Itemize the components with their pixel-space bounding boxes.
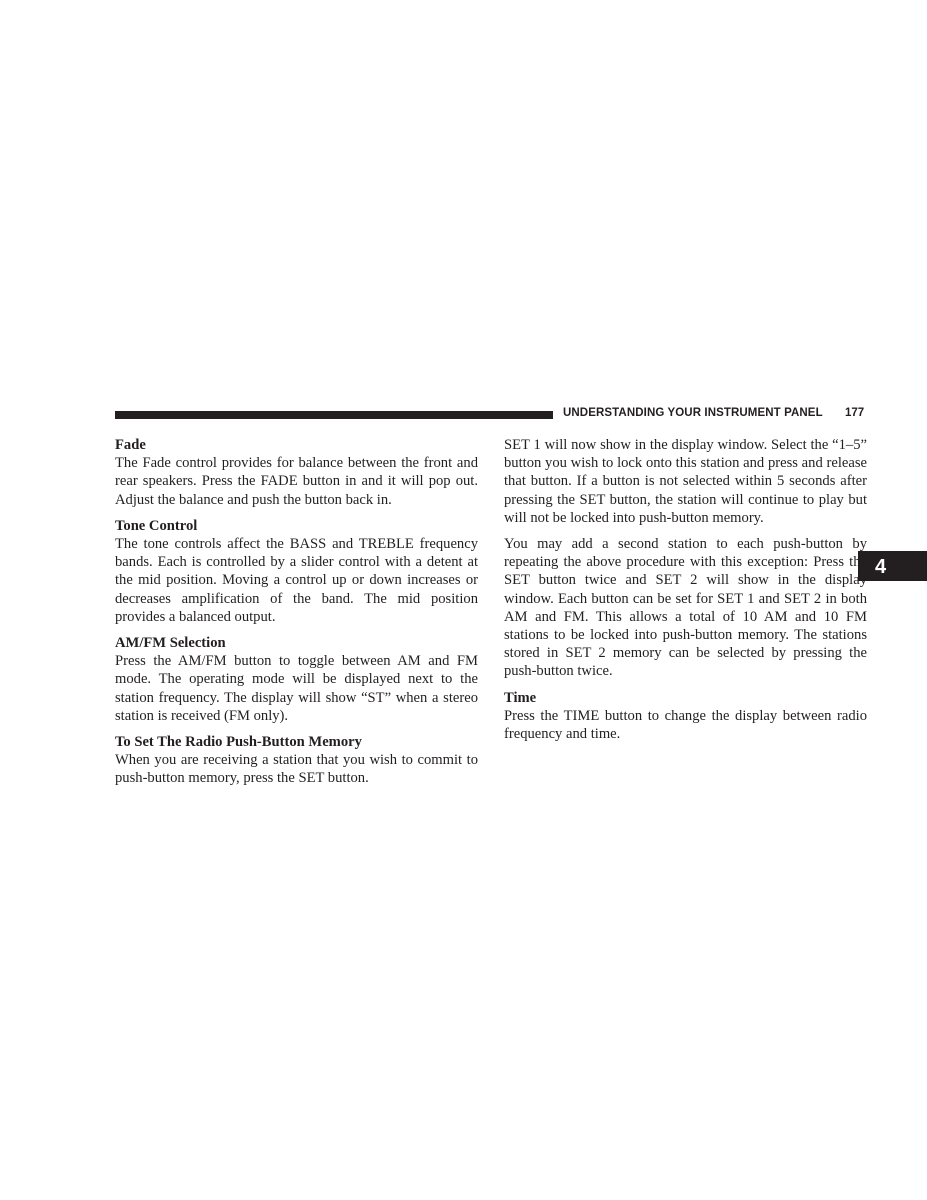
- section-tone-control: [115, 517, 478, 626]
- memory-paragraph-1: SET 1 will now show in the display window. Select the “1–5” button you wish to lock onto this station and press and release that button. If a button is not selected within 5 seconds after pressing the SET button, the station will continue to play but will not be locked into push-button memory.: [504, 437, 867, 526]
- section-body: Press the TIME button to change the display between radio frequency and time.: [504, 707, 867, 743]
- section-time: [504, 689, 867, 744]
- section-body: The Fade control provides for balance between the front and rear speakers. Press the FADE button in and it will pop out. Adjust the balance and push the button back in.: [115, 455, 478, 508]
- section-heading: To Set The Radio Push-Button Memory: [115, 734, 362, 751]
- section-am-fm-selection: [115, 634, 478, 725]
- section-heading: Fade: [115, 437, 146, 453]
- page-number: 177: [845, 407, 865, 419]
- header-rule: [115, 411, 553, 419]
- running-header-title: UNDERSTANDING YOUR INSTRUMENT PANEL: [563, 407, 823, 419]
- section-heading: Time: [504, 689, 537, 706]
- section-heading: Tone Control: [115, 517, 198, 534]
- section-heading: AM/FM Selection: [115, 635, 226, 652]
- section-body: When you are receiving a station that you wish to commit to push-button memory, press the SET button.: [115, 752, 478, 787]
- section-fade: [115, 436, 478, 509]
- chapter-tab: 4: [858, 551, 927, 581]
- section-body: The tone controls affect the BASS and TREBLE frequency bands. Each is controlled by a slider control with a detent at the mid position. Moving a control up or down increases or decreases amplification of the band. The mid position provides a balanced output.: [115, 536, 478, 625]
- section-push-button-memory: [115, 733, 478, 788]
- right-column: [504, 436, 867, 751]
- section-body: Press the AM/FM button to toggle between AM and FM mode. The operating mode will be displayed next to the station frequency. The display will show “ST” when a stereo station is received (FM only).: [115, 653, 478, 724]
- memory-paragraph-2: You may add a second station to each push-button by repeating the above procedure with this exception: Press the SET button twice and SET 2 will show in the display window. Each button can be set for SET 1 and SET 2 in both AM and FM. This allows a total of 10 AM and 10 FM stations to be locked into push-button memory. The stations stored in SET 2 memory can be selected by pressing the push-button twice.: [504, 536, 867, 680]
- left-column: [115, 436, 478, 796]
